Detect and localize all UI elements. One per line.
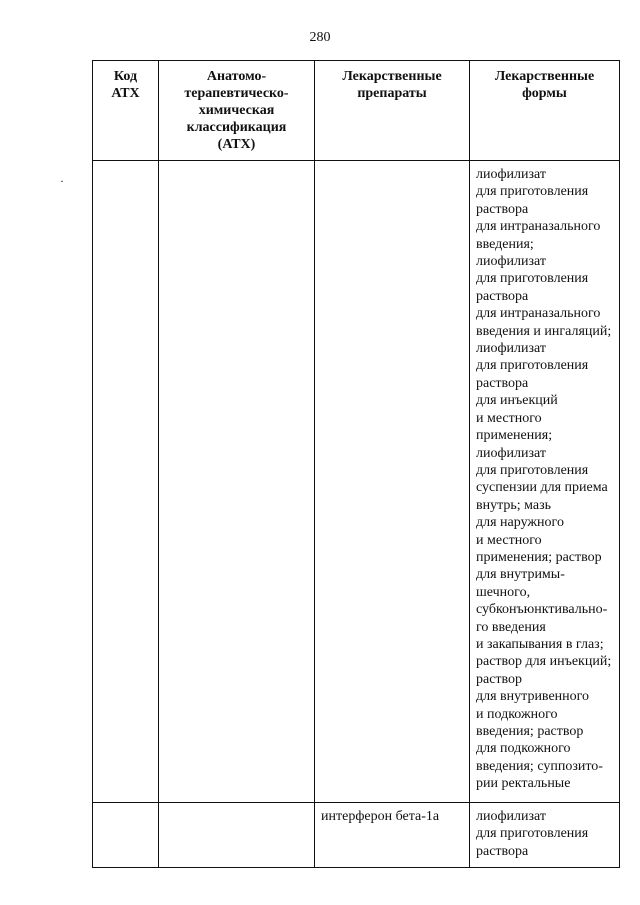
form-line: и подкожного [476,706,558,722]
header-text: АТХ [111,86,140,101]
form-line: и местного [476,410,542,426]
cell-code [93,803,159,868]
margin-mark: · [60,174,64,188]
form-line: лиофилизат [476,341,547,357]
cell-drug [315,161,470,803]
form-line: для приготовления [476,358,589,374]
cell-code [93,161,159,803]
form-line: лиофилизат [476,254,547,270]
cell-drug: интерферон бета-1a [315,803,470,868]
page-number: 280 [309,30,331,45]
form-line: для внутривенного [476,689,590,705]
header-text: Анатомо- [206,69,267,84]
header-drugs [315,61,470,161]
cell-forms [470,803,620,868]
form-line: и местного [476,532,542,548]
form-line: для приготовления [476,826,589,842]
form-line: для наружного [476,515,564,531]
header-classification [159,61,315,161]
cell-classification [159,803,315,868]
form-line: для приготовления [476,462,589,478]
form-line: применения; раствор [476,549,602,565]
form-line: внутрь; мазь [476,497,552,513]
form-line: рии ректальные [476,776,571,792]
cell-classification [159,161,315,803]
table-header-row [93,61,620,161]
form-line: раствора [476,288,529,304]
header-text: (АТХ) [217,137,256,152]
header-text: терапевтическо- [184,86,289,101]
header-text: Лекарственные [342,69,442,84]
form-line: лиофилизат [476,167,547,182]
form-line: для интраназального [476,306,601,322]
form-line: раствора [476,201,529,217]
header-text: химическая [198,103,275,118]
header-text: Код [113,69,138,84]
form-line: введения; [476,236,534,252]
form-line: для приготовления [476,184,589,200]
form-line: шечного, [476,584,531,600]
form-line: и закапывания в глаз; [476,636,604,652]
header-text: Лекарственные [494,69,595,84]
form-line: для инъекций [476,393,558,409]
form-line: введения; суппозито- [476,758,603,774]
form-line: раствора [476,843,529,859]
form-line: введения и ингаляций; [476,323,612,339]
form-line: для интраназального [476,219,601,235]
header-text: формы [522,86,567,101]
header-code-atx [93,61,159,161]
form-line: для подкожного [476,741,571,757]
form-line: раствор для инъекций; [476,654,612,670]
form-line: суспензии для приема [476,480,608,496]
table-row [93,161,620,803]
header-dosage-forms [470,61,620,161]
form-line: применения; [476,428,553,444]
table-row [93,803,620,868]
form-line: для внутримы- [476,567,565,583]
form-line: субконъюнктивально- [476,602,608,618]
form-line: раствора [476,375,529,391]
header-text: препараты [357,86,427,101]
form-line: лиофилизат [476,445,547,461]
form-line: для приготовления [476,271,589,287]
atx-table [92,60,620,868]
form-line: лиофилизат [476,809,547,824]
form-line: раствор [476,671,523,687]
header-text: классификация [186,120,287,135]
form-line: введения; раствор [476,724,584,739]
form-line: го введения [476,619,546,635]
cell-forms [470,161,620,803]
